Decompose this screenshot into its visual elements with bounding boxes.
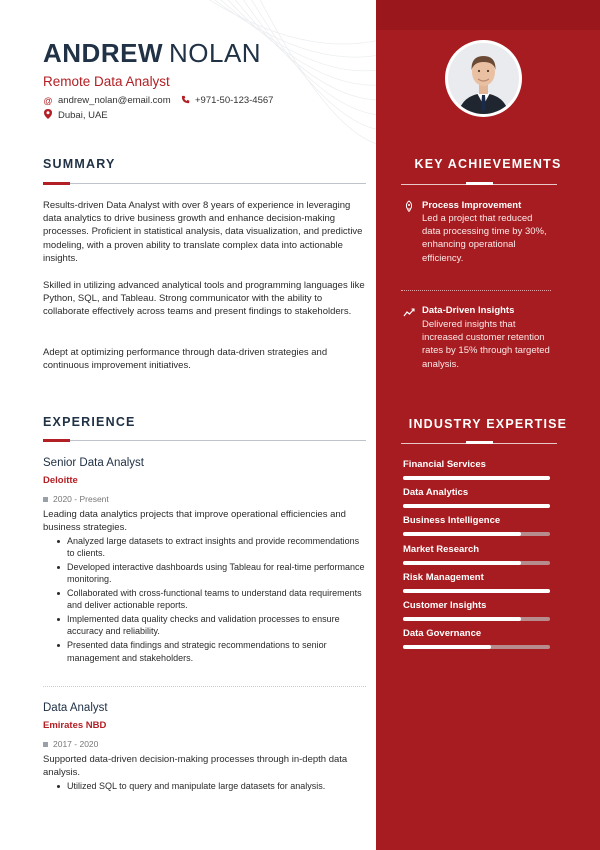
summary-paragraph-3: Adept at optimizing performance through data-driven strategies and continuous improvement initiatives. <box>43 347 328 372</box>
skill-item <box>403 600 553 621</box>
skill-item <box>403 459 553 480</box>
sidebar-top-strip <box>376 0 600 30</box>
job-dates-text-1: 2020 - Present <box>53 494 109 504</box>
skill-bar-track <box>403 561 550 565</box>
skill-bar-track <box>403 532 550 536</box>
job-title-2: Data Analyst <box>43 702 108 714</box>
achievement-desc-2: Delivered insights that increased customer retention rates by 15% through targeted analysis. <box>422 319 550 370</box>
skill-item <box>403 515 553 536</box>
trend-chart-icon <box>403 305 415 317</box>
experience-divider <box>43 440 366 441</box>
last-name: NOLAN <box>169 38 262 68</box>
calendar-icon <box>43 497 48 502</box>
skill-name: Data Analytics <box>403 487 469 499</box>
skill-name: Risk Management <box>403 571 484 583</box>
skill-name: Customer Insights <box>403 600 487 611</box>
skill-bar-fill <box>403 617 521 621</box>
list-item: Analyzed large datasets to extract insights and provide recommendations to clients. <box>55 535 365 559</box>
avatar-illustration <box>448 43 519 114</box>
skill-name: Market Research <box>403 543 480 555</box>
location-text: Dubai, UAE <box>58 109 108 121</box>
job-dates-text-2: 2017 - 2020 <box>53 739 99 749</box>
expertise-heading: INDUSTRY EXPERTISE <box>408 417 568 431</box>
email-text: andrew_nolan@email.com <box>58 95 171 106</box>
rocket-icon <box>403 199 415 211</box>
expertise-accent <box>466 441 493 444</box>
skill-bar-track <box>403 645 550 649</box>
skill-item <box>403 487 553 508</box>
calendar-icon <box>43 742 48 747</box>
location-contact <box>43 109 108 121</box>
achievement-title-1: Process Improvement <box>422 200 522 211</box>
skill-name: Financial Services <box>403 459 486 470</box>
skill-bar-track <box>403 476 550 480</box>
skill-bar-fill <box>403 561 521 565</box>
job-separator <box>43 686 366 687</box>
list-item: Utilized SQL to query and manipulate large datasets for analysis. <box>55 780 365 792</box>
skill-name: Business Intelligence <box>403 515 501 527</box>
first-name: ANDREW <box>43 38 163 68</box>
job-dates-2 <box>43 739 98 749</box>
skill-bar-fill <box>403 532 521 536</box>
experience-heading: EXPERIENCE <box>43 415 136 429</box>
job-dates-1 <box>43 494 109 504</box>
achievement-separator <box>401 290 551 291</box>
profile-photo <box>445 40 522 117</box>
summary-divider <box>43 183 366 184</box>
skill-item <box>403 544 553 565</box>
experience-accent <box>43 439 70 442</box>
company-2: Emirates NBD <box>43 720 107 731</box>
skill-item <box>403 628 553 649</box>
skill-bar-fill <box>403 589 550 593</box>
job-bullets-1 <box>55 535 365 665</box>
summary-accent <box>43 182 70 185</box>
skill-bar-track <box>403 589 550 593</box>
list-item: Presented data findings and strategic recommendations to senior management and stakeholders. <box>55 639 365 663</box>
at-icon: @ <box>43 95 53 106</box>
phone-contact[interactable] <box>180 95 273 106</box>
location-pin-icon <box>43 109 53 121</box>
skill-bar-track <box>403 617 550 621</box>
job-description-1: Leading data analytics projects that improve operational efficiencies and business strategies. <box>43 509 346 534</box>
skill-bar-fill <box>403 476 550 480</box>
achievement-desc-1: Led a project that reduced data processing time by 30%, enhancing operational efficiency. <box>422 213 547 264</box>
skill-bar-track <box>403 504 550 508</box>
summary-paragraph-2: Skilled in utilizing advanced analytical tools and programming languages like Python, SQL, and Tableau. Strong communicator with the ability to collaborate effectively across teams and present findings to stakeholders. <box>43 280 365 318</box>
phone-text: +971-50-123-4567 <box>195 95 274 106</box>
achievements-heading: KEY ACHIEVEMENTS <box>414 157 562 171</box>
skill-name: Data Governance <box>403 628 482 640</box>
job-role: Remote Data Analyst <box>43 74 170 89</box>
achievements-accent <box>466 182 493 185</box>
job-bullets-2 <box>55 780 365 794</box>
summary-paragraph-1: Results-driven Data Analyst with over 8 years of experience in leveraging data analytics to drive business growth and enhance decision-making processes. Proficient in statistical analysis, data visualization, and predictive modeling, with a proven ability to translate complex data into actionable insights. <box>43 200 363 264</box>
skill-bar-fill <box>403 504 550 508</box>
phone-icon <box>180 95 190 106</box>
company-1: Deloitte <box>43 475 78 486</box>
achievement-title-2: Data-Driven Insights <box>422 305 515 316</box>
list-item: Developed interactive dashboards using Tableau for real-time performance monitoring. <box>55 561 365 585</box>
list-item: Collaborated with cross-functional teams to understand data requirements and deliver actionable reports. <box>55 587 365 611</box>
skill-bar-fill <box>403 645 491 649</box>
summary-heading: SUMMARY <box>43 157 116 171</box>
skill-item <box>403 572 553 593</box>
job-title-1: Senior Data Analyst <box>43 457 145 469</box>
job-description-2: Supported data-driven decision-making processes through in-depth data analysis. <box>43 754 348 779</box>
email-contact[interactable] <box>43 95 171 106</box>
list-item: Implemented data quality checks and validation processes to ensure accuracy and reliability. <box>55 613 365 637</box>
candidate-name <box>43 38 261 69</box>
